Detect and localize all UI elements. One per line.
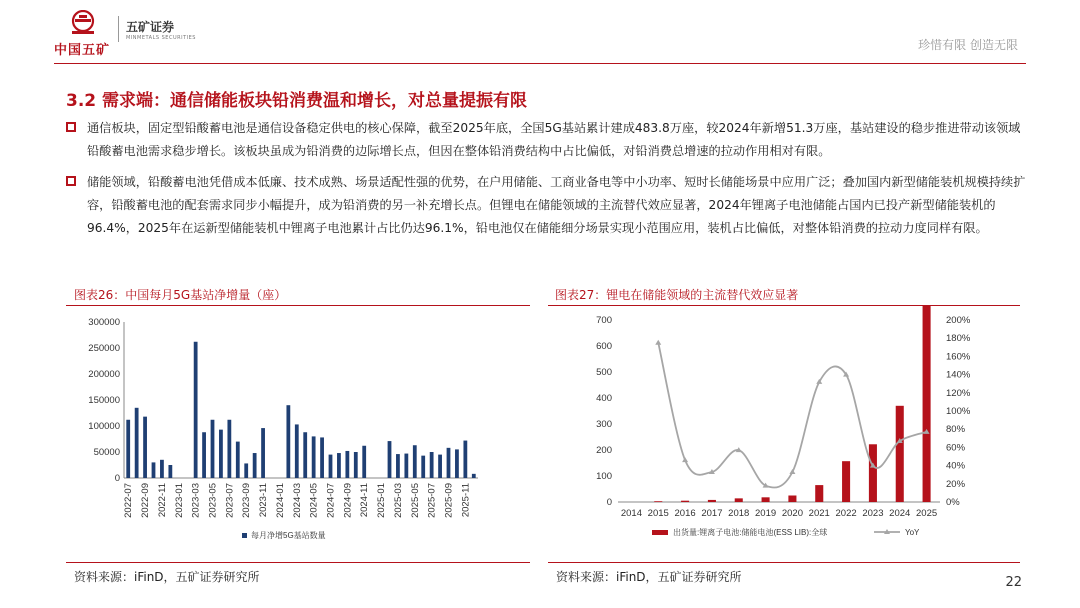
- x-tick-label: 2022-09: [140, 483, 152, 518]
- bar-5g-net-add: [388, 441, 392, 478]
- bar-ess-lib-shipment: [762, 497, 770, 502]
- slogan: 珍惜有限 创造无限: [918, 38, 1018, 52]
- bar-5g-net-add: [286, 405, 290, 478]
- x-tick-label: 2023-07: [224, 483, 236, 518]
- bar-5g-net-add: [413, 445, 417, 478]
- bullet-square-icon: [66, 122, 76, 132]
- bar-5g-net-add: [253, 453, 257, 478]
- bar-5g-net-add: [345, 451, 349, 478]
- company-logo: [54, 10, 194, 56]
- bar-5g-net-add: [202, 432, 206, 478]
- bar-5g-net-add: [295, 424, 299, 478]
- y-left-tick-label: 0: [606, 497, 612, 508]
- bar-5g-net-add: [312, 436, 316, 478]
- y-tick-label: 50000: [93, 447, 120, 458]
- x-tick-label: 2024-09: [342, 483, 354, 518]
- x-tick-label: 2019: [755, 508, 777, 519]
- bar-ess-lib-shipment: [923, 306, 931, 502]
- x-tick-label: 2025-01: [376, 483, 388, 518]
- yoy-point: [655, 340, 661, 345]
- x-tick-label: 2024-03: [291, 483, 303, 518]
- x-tick-label: 2024-07: [325, 483, 337, 518]
- x-tick-label: 2022: [835, 508, 857, 519]
- y-right-tick-label: 100%: [946, 406, 971, 417]
- y-right-tick-label: 0%: [946, 497, 960, 508]
- y-right-tick-label: 120%: [946, 387, 971, 399]
- header-divider: [54, 63, 1026, 64]
- x-tick-label: 2016: [674, 508, 696, 519]
- x-tick-label: 2020: [781, 508, 803, 519]
- x-tick-label: 2024-11: [359, 483, 371, 518]
- yoy-point: [682, 457, 688, 462]
- bar-5g-net-add: [236, 442, 240, 478]
- x-tick-label: 2023-01: [173, 483, 185, 518]
- bar-ess-lib-shipment: [681, 501, 689, 502]
- x-tick-label: 2023-05: [207, 483, 219, 518]
- x-tick-label: 2025-03: [392, 483, 404, 518]
- y-left-tick-label: 400: [596, 393, 612, 404]
- y-right-tick-label: 60%: [946, 442, 966, 454]
- bar-5g-net-add: [168, 465, 172, 478]
- bar-5g-net-add: [126, 420, 130, 478]
- bullet-square-icon: [66, 176, 76, 186]
- bar-5g-net-add: [152, 462, 156, 478]
- x-tick-label: 2018: [728, 508, 750, 519]
- x-tick-label: 2025-07: [426, 483, 438, 518]
- x-tick-label: 2023-03: [190, 483, 202, 518]
- x-tick-label: 2024-01: [274, 483, 286, 518]
- bar-5g-net-add: [463, 441, 467, 478]
- y-right-tick-label: 20%: [946, 478, 966, 490]
- y-right-tick-label: 200%: [946, 315, 971, 326]
- bar-5g-net-add: [455, 449, 459, 478]
- figure-27-title: 图表27：锂电在储能领域的主流替代效应显著: [555, 288, 799, 302]
- bar-ess-lib-shipment: [842, 461, 850, 502]
- x-tick-label: 2014: [620, 508, 642, 519]
- bar-ess-lib-shipment: [735, 498, 743, 502]
- bar-ess-lib-shipment: [708, 500, 716, 502]
- bar-5g-net-add: [135, 408, 139, 478]
- bar-5g-net-add: [430, 452, 434, 478]
- logo-divider: [118, 16, 119, 42]
- x-tick-label: 2023: [862, 508, 884, 519]
- x-tick-label: 2024: [889, 508, 911, 519]
- y-left-tick-label: 200: [596, 445, 612, 456]
- bar-5g-net-add: [219, 430, 223, 478]
- figure-26-title: 图表26：中国每月5G基站净增量（座）: [74, 288, 287, 302]
- y-tick-label: 0: [114, 473, 120, 484]
- y-tick-label: 250000: [88, 343, 120, 354]
- bar-5g-net-add: [447, 448, 451, 478]
- bar-ess-lib-shipment: [654, 501, 662, 502]
- x-tick-label: 2015: [647, 508, 669, 519]
- legend-label-yoy: YoY: [905, 528, 920, 537]
- bar-5g-net-add: [337, 453, 341, 478]
- x-tick-label: 2023-11: [258, 483, 270, 518]
- brand-name-en: MINMETALS SECURITIES: [126, 35, 196, 41]
- y-left-tick-label: 300: [596, 419, 612, 430]
- x-tick-label: 2022-11: [156, 483, 168, 518]
- bar-5g-net-add: [211, 420, 215, 478]
- y-left-tick-label: 700: [596, 315, 612, 326]
- bullet-item-storage: [66, 171, 1026, 240]
- minmetals-emblem-icon: [68, 10, 98, 36]
- y-right-tick-label: 80%: [946, 424, 966, 436]
- x-tick-label: 2025-11: [460, 483, 472, 518]
- y-tick-label: 200000: [88, 369, 120, 380]
- y-left-tick-label: 600: [596, 341, 612, 352]
- bar-5g-net-add: [320, 437, 324, 478]
- y-right-tick-label: 160%: [946, 351, 971, 363]
- bar-5g-net-add: [472, 474, 476, 478]
- bar-5g-net-add: [261, 428, 265, 478]
- figure-27-source: 资料来源：iFinD，五矿证券研究所: [556, 570, 742, 584]
- y-right-tick-label: 40%: [946, 460, 966, 472]
- company-name-cn: 中国五矿: [54, 43, 111, 58]
- bullet-item-telecom: [66, 117, 1026, 163]
- figure-27-chart: [548, 306, 1020, 562]
- y-left-tick-label: 100: [596, 471, 612, 482]
- bullet-text: 通信板块，固定型铅酸蓄电池是通信设备稳定供电的核心保障，截至2025年底，全国5G基站累计建成483.8万座，较2024年新增51.3万座，基站建设的稳步推进带动该领域铅酸蓄电池需求稳步增长。该板块虽成为铅消费的边际增长点，但因在整体铅消费结构中占比偏低，对铅消费总增速的拉动作用相对有限。: [87, 121, 1021, 158]
- bar-ess-lib-shipment: [815, 485, 823, 502]
- x-tick-label: 2021: [808, 508, 830, 519]
- bar-5g-net-add: [421, 456, 425, 478]
- bar-5g-net-add: [438, 455, 442, 478]
- y-right-tick-label: 180%: [946, 333, 971, 345]
- bar-5g-net-add: [404, 454, 408, 478]
- bar-ess-lib-shipment: [869, 444, 877, 502]
- brand-name: 五矿证券: [126, 20, 175, 34]
- yoy-point: [789, 469, 795, 474]
- bar-5g-net-add: [329, 455, 333, 478]
- figure-27-bottom-rule: [548, 562, 1020, 563]
- y-tick-label: 100000: [88, 421, 120, 432]
- x-tick-label: 2017: [701, 508, 723, 519]
- y-right-tick-label: 140%: [946, 369, 971, 381]
- bar-5g-net-add: [143, 417, 147, 478]
- x-tick-label: 2024-05: [308, 483, 320, 518]
- legend-swatch: [242, 533, 247, 538]
- bar-5g-net-add: [227, 420, 231, 478]
- bar-5g-net-add: [303, 432, 307, 478]
- figure-26-chart: [66, 306, 530, 562]
- y-left-tick-label: 500: [596, 367, 612, 378]
- y-tick-label: 150000: [88, 395, 120, 406]
- bar-ess-lib-shipment: [788, 496, 796, 503]
- legend-label: 每月净增5G基站数量: [251, 531, 326, 540]
- x-tick-label: 2025-09: [443, 483, 455, 518]
- bar-ess-lib-shipment: [896, 406, 904, 502]
- bullet-text: 储能领域，铅酸蓄电池凭借成本低廉、技术成熟、场景适配性强的优势，在户用储能、工商业备电等中小功率、短时长储能场景中应用广泛；叠加国内新型储能装机规模持续扩容，铅酸蓄电池的配套需求同步小幅提升，成为铅消费的另一补充增长点。但锂电在储能领域的主流替代效应显著，2024年锂离子电池储能占国内已投产新型储能装机的96.4%，2025年在运新型储能装机中锂离子电池累计占比仍达96.1%，铅电池仅在储能细分场景实现小范围应用，装机占比偏低，对整体铅消费的拉动力度同样有限。: [87, 175, 1026, 235]
- bar-5g-net-add: [244, 463, 248, 478]
- legend-swatch-shipment: [652, 530, 668, 535]
- x-tick-label: 2025: [916, 508, 938, 519]
- section-title: 3.2 需求端：通信储能板块铅消费温和增长，对总量提振有限: [66, 91, 528, 111]
- bar-5g-net-add: [160, 460, 164, 478]
- bar-5g-net-add: [362, 446, 366, 478]
- bar-5g-net-add: [194, 342, 198, 478]
- legend-label-shipment: 出货量:锂离子电池:储能电池(ESS LIB):全球: [673, 528, 828, 537]
- figure-26-bottom-rule: [66, 562, 530, 563]
- yoy-line: [658, 343, 926, 488]
- bar-5g-net-add: [354, 452, 358, 478]
- figure-26-source: 资料来源：iFinD，五矿证券研究所: [74, 570, 260, 584]
- x-tick-label: 2025-05: [409, 483, 421, 518]
- page-number: 22: [1005, 575, 1022, 590]
- x-tick-label: 2023-09: [241, 483, 253, 518]
- x-tick-label: 2022-07: [123, 483, 135, 518]
- bar-5g-net-add: [396, 454, 400, 478]
- y-tick-label: 300000: [88, 317, 120, 328]
